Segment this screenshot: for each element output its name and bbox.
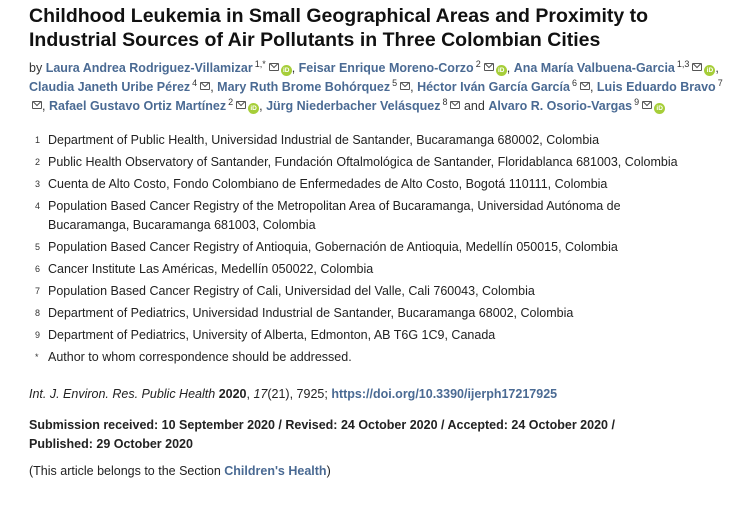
orcid-icon[interactable]: iD <box>248 103 259 114</box>
author-separator: , <box>715 61 719 75</box>
affiliation-text: Department of Pediatrics, University of Alberta, Edmonton, AB T6G 1C9, Canada <box>48 328 496 342</box>
author-separator: , <box>42 99 46 113</box>
author-name-link[interactable]: Mary Ruth Brome Bohórquez <box>217 80 391 94</box>
author-name-link[interactable]: Luis Eduardo Bravo <box>596 80 716 94</box>
author-name-link[interactable]: Héctor Iván García García <box>417 80 570 94</box>
author-name-link[interactable]: Ana María Valbuena-Garcia <box>513 61 675 75</box>
affiliation-number: 3 <box>35 179 41 189</box>
by-label: by <box>29 61 43 75</box>
orcid-icon[interactable]: iD <box>654 103 665 114</box>
mail-icon[interactable] <box>580 82 590 90</box>
affiliation-number: 2 <box>35 157 41 167</box>
affiliation-number: 9 <box>35 330 41 340</box>
affiliation-text: Department of Public Health, Universidad Industrial de Santander, Bucaramanga 680002, Colombia <box>48 133 600 147</box>
affiliation-text: Cancer Institute Las Américas, Medellín 050022, Colombia <box>48 262 374 276</box>
publication-dates <box>29 416 729 454</box>
section-note <box>29 462 729 481</box>
mail-icon[interactable] <box>642 101 652 109</box>
dates-line-1: Submission received: 10 September 2020 / Revised: 24 October 2020 / Accepted: 24 October 2020 / <box>29 418 615 432</box>
orcid-icon[interactable]: iD <box>496 65 507 76</box>
author-separator: , <box>589 80 594 94</box>
affiliation-item <box>29 153 729 172</box>
author-entry <box>266 96 460 113</box>
affiliation-item <box>29 282 729 301</box>
affiliation-number: 8 <box>35 308 41 318</box>
author-name-link[interactable]: Feisar Enrique Moreno-Corzo <box>298 61 474 75</box>
mail-icon[interactable] <box>450 101 460 109</box>
author-separator: , <box>291 61 296 75</box>
author-list <box>29 59 729 116</box>
affiliation-text: Department of Pediatrics, Universidad Industrial de Santander, Bucaramanga 68002, Colombia <box>48 306 574 320</box>
affiliation-text: Population Based Cancer Registry of Cali, Universidad del Valle, Cali 760043, Colombia <box>48 284 535 298</box>
affiliation-text: Author to whom correspondence should be addressed. <box>48 350 352 364</box>
author-entry <box>29 77 214 94</box>
affiliation-item <box>29 131 729 150</box>
affiliation-item <box>29 175 729 194</box>
author-entry <box>513 58 719 75</box>
author-affiliation-sup: 5 <box>392 77 398 88</box>
citation-volume: 17 <box>253 387 268 401</box>
affiliation-text: Population Based Cancer Registry of Antioquia, Gobernación de Antioquia, Medellín 050015, Colombia <box>48 240 618 254</box>
doi-link[interactable]: https://doi.org/10.3390/ijerph17217925 <box>331 387 558 401</box>
mail-icon[interactable] <box>269 63 279 71</box>
author-name-link[interactable]: Alvaro R. Osorio-Vargas <box>488 99 633 113</box>
author-separator: , <box>259 99 263 113</box>
author-affiliation-sup: 7 <box>717 77 723 88</box>
section-link[interactable]: Children's Health <box>224 464 327 478</box>
affiliation-item <box>29 260 729 279</box>
mail-icon[interactable] <box>400 82 410 90</box>
citation-year: 2020 <box>218 387 247 401</box>
mail-icon[interactable] <box>484 63 494 71</box>
affiliation-number: 4 <box>35 201 41 211</box>
mail-icon[interactable] <box>236 101 246 109</box>
mail-icon[interactable] <box>692 63 702 71</box>
author-entry <box>45 58 296 75</box>
dates-line-2: Published: 29 October 2020 <box>29 437 193 451</box>
author-separator: , <box>506 61 511 75</box>
affiliation-item <box>29 326 729 345</box>
author-affiliation-sup: 4 <box>192 77 198 88</box>
citation-line: Int. J. Environ. Res. Public Health 2020, 17(21), 7925; https://doi.org/10.3390/ijerph17217925 <box>29 387 558 401</box>
affiliation-list <box>29 131 729 367</box>
affiliation-number: 5 <box>35 242 41 252</box>
author-entry <box>417 77 594 94</box>
author-name-link[interactable]: Rafael Gustavo Ortiz Martínez <box>48 99 227 113</box>
author-affiliation-sup: 2 <box>475 58 481 69</box>
affiliation-item <box>29 348 729 367</box>
section-prefix: (This article belongs to the Section <box>29 464 221 478</box>
author-affiliation-sup: 1,* <box>254 58 266 69</box>
author-entry <box>488 96 665 113</box>
mail-icon[interactable] <box>32 101 42 109</box>
author-affiliation-sup: 9 <box>634 96 640 107</box>
article-title: Childhood Leukemia in Small Geographical Areas and Proximity to Industrial Sources of Air Pollutants in Three Colombian Cities <box>29 5 649 51</box>
author-name-link[interactable]: Jürg Niederbacher Velásquez <box>266 99 441 113</box>
author-separator: , <box>410 80 414 94</box>
author-name-link[interactable]: Laura Andrea Rodriguez-Villamizar <box>45 61 253 75</box>
affiliation-item <box>29 197 729 235</box>
journal-name: Int. J. Environ. Res. Public Health <box>29 387 216 401</box>
article-header <box>29 4 729 481</box>
affiliation-number: 1 <box>35 135 41 145</box>
author-affiliation-sup: 1,3 <box>676 58 690 69</box>
author-affiliation-sup: 2 <box>228 96 234 107</box>
author-affiliation-sup: 8 <box>442 96 448 107</box>
citation-issue-pages: (21), 7925; <box>267 387 328 401</box>
affiliation-number: 6 <box>35 264 41 274</box>
affiliation-number: * <box>35 352 39 362</box>
affiliation-text: Public Health Observatory of Santander, Fundación Oftalmológica de Santander, Floridablanca 681003, Colombia <box>48 155 678 169</box>
author-affiliation-sup: 6 <box>571 77 577 88</box>
affiliation-item <box>29 304 729 323</box>
orcid-icon[interactable]: iD <box>281 65 292 76</box>
affiliation-item <box>29 238 729 257</box>
orcid-icon[interactable]: iD <box>704 65 715 76</box>
section-suffix: ) <box>326 464 331 478</box>
affiliation-text: Population Based Cancer Registry of the Metropolitan Area of Bucaramanga, Universidad Autónoma de Bucaramanga, Bucaramanga 681003, Colombia <box>48 199 621 232</box>
author-name-link[interactable]: Claudia Janeth Uribe Pérez <box>29 80 191 94</box>
author-entry <box>48 96 263 113</box>
author-entry <box>298 58 511 75</box>
and-label: and <box>463 99 485 113</box>
affiliation-number: 7 <box>35 286 41 296</box>
affiliation-text: Cuenta de Alto Costo, Fondo Colombiano de Enfermedades de Alto Costo, Bogotá 110111, Colombia <box>48 177 608 191</box>
author-separator: , <box>210 80 214 94</box>
author-entry <box>217 77 414 94</box>
mail-icon[interactable] <box>200 82 210 90</box>
